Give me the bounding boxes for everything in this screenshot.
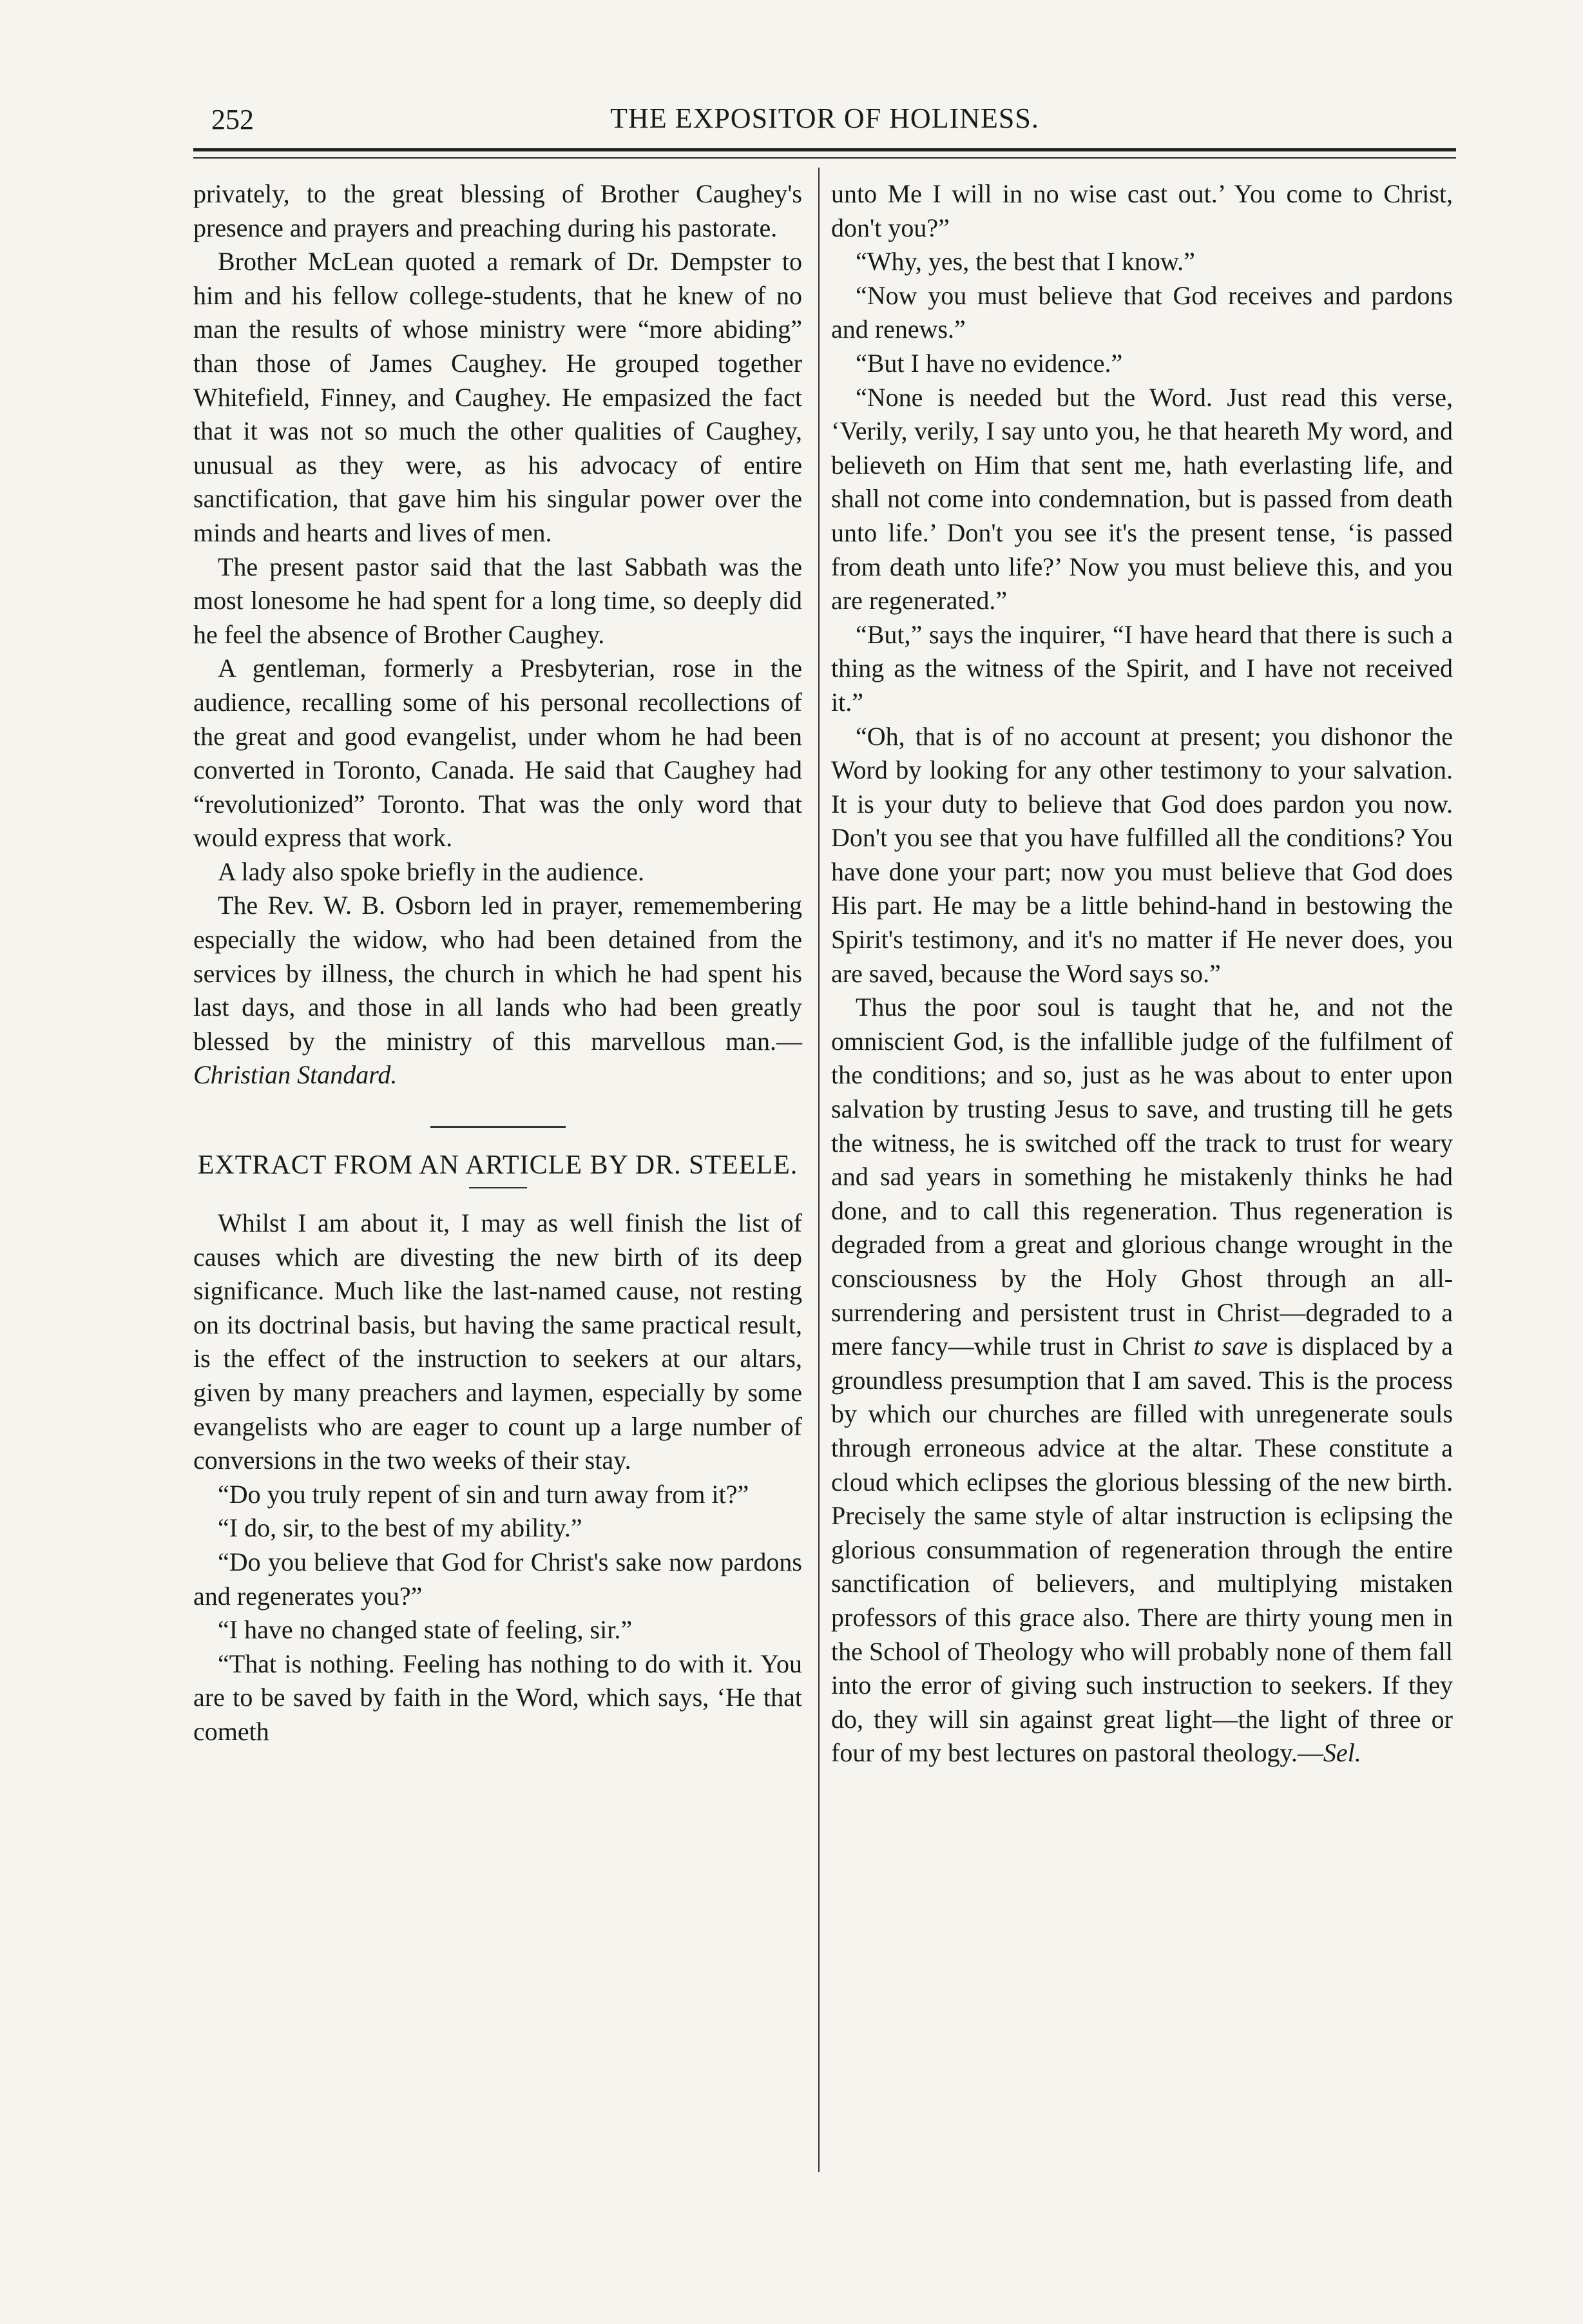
emphasis: to save bbox=[1193, 1331, 1268, 1361]
paragraph-text: The Rev. W. B. Osborn led in prayer, rememembering especially the widow, who had been detained from the services by illness, the church in which he had spent his last days, and those in all lands who had been greatly blessed by the ministry of this marvellous man.— bbox=[193, 891, 802, 1056]
header-rule-thin bbox=[193, 157, 1456, 159]
dialogue-line: “I have no changed state of feeling, sir.” bbox=[218, 1615, 633, 1645]
dialogue-line: “But,” says the inquirer, “I have heard that there is such a thing as the witness of the Spirit, and I have not received it.” bbox=[831, 619, 1453, 717]
column-divider bbox=[818, 168, 820, 2172]
paragraph: The present pastor said that the last Sabbath was the most lonesome he had spent for a long time, so deeply did he feel the absence of Brother Caughey. bbox=[193, 552, 802, 649]
dialogue-line: “Why, yes, the best that I know.” bbox=[856, 247, 1195, 276]
dialogue-line: “I do, sir, to the best of my ability.” bbox=[218, 1513, 582, 1543]
paragraph-text: is displaced by a groundless presumption that I am saved. This is the process by which our churches are filled with unregenerate souls through erroneous advice at the altar. These constitute a cloud which eclipses the glorious blessing of the new birth. Precisely the same style of altar instruction is eclipsing the glorious consummation of regeneration through the entire sanctification of believers, and multiplying mistaken professors of this grace also. There are thirty young men in the School of Theology who will probably none of them fall into the error of giving such instruction to seekers. If they do, they will sin against great light—the light of three or four of my best lectures on pastoral theology.— bbox=[831, 1331, 1453, 1768]
paragraph: A gentleman, formerly a Presbyterian, rose in the audience, recalling some of his personal recollections of the great and good evangelist, under whom he had been converted in Toronto, Canada. He said that Caughey had “revolutionized” Toronto. That was the only word that would express that work. bbox=[193, 654, 802, 853]
paragraph: Brother McLean quoted a remark of Dr. Dempster to him and his fellow college-students, that he knew of no man the results of whose ministry were “more abiding” than those of James Caughey. He grouped together Whitefield, Finney, and Caughey. He empasized the fact that it was not so much the other qualities of Caughey, unusual as they were, as his advocacy of entire sanctification, that gave him his singular power over the minds and hearts and lives of men. bbox=[193, 247, 802, 547]
dialogue-line: “Do you truly repent of sin and turn away from it?” bbox=[218, 1479, 749, 1509]
header-rule-thick bbox=[193, 148, 1456, 151]
source-citation: Christian Standard. bbox=[193, 1060, 398, 1090]
dialogue-line: “That is nothing. Feeling has nothing to do with it. You are to be saved by faith in the Word, which says, ‘He that cometh bbox=[193, 1649, 802, 1746]
section-separator bbox=[430, 1126, 566, 1128]
paragraph: A lady also spoke briefly in the audience. bbox=[218, 857, 645, 886]
dialogue-line: “Oh, that is of no account at present; you dishonor the Word by looking for any other testimony to your salvation. It is your duty to believe that God does pardon you now. Don't you see that you have fulfilled all the conditions? You have done your part; now you must believe that God does His part. He may be a little behind-hand in bestowing the Spirit's testimony, and it's no matter if He never does, you are saved, because the Word says so.” bbox=[831, 721, 1453, 988]
heading-underline bbox=[469, 1187, 527, 1188]
page-header bbox=[193, 97, 1456, 148]
left-column bbox=[193, 177, 802, 1749]
dialogue-line: “Now you must believe that God receives and pardons and renews.” bbox=[831, 280, 1453, 344]
page-number: 252 bbox=[211, 104, 254, 135]
article-heading: EXTRACT FROM AN ARTICLE BY DR. STEELE. bbox=[197, 1150, 798, 1181]
paragraph: privately, to the great blessing of Brother Caughey's presence and prayers and preaching during his pastorate. bbox=[193, 179, 802, 242]
source-citation: Sel. bbox=[1323, 1738, 1361, 1768]
paragraph: Whilst I am about it, I may as well finish the list of causes which are divesting the new birth of its deep significance. Much like the last-named cause, not resting on its doctrinal basis, but having the same practical result, is the effect of the instruction to seekers at our altars, given by many preachers and laymen, especially by some evangelists who are eager to count up a large number of conversions in the two weeks of their stay. bbox=[193, 1208, 802, 1475]
right-column bbox=[831, 177, 1453, 1770]
closing-paragraph bbox=[831, 991, 1453, 1770]
dialogue-line: “Do you believe that God for Christ's sake now pardons and regenerates you?” bbox=[193, 1547, 802, 1611]
dialogue-line: “None is needed but the Word. Just read this verse, ‘Verily, verily, I say unto you, he that heareth My word, and believeth on Him that sent me, hath everlasting life, and shall not come into condemnation, but is passed from death unto life.’ Don't you see it's the present tense, ‘is passed from death unto life?’ Now you must believe this, and you are regenerated.” bbox=[831, 382, 1453, 615]
running-title: THE EXPOSITOR OF HOLINESS. bbox=[610, 102, 1039, 134]
paragraph-with-source bbox=[193, 889, 802, 1092]
dialogue-line: “But I have no evidence.” bbox=[856, 348, 1123, 378]
paragraph-text: Thus the poor soul is taught that he, and not the omniscient God, is the infallible judge of the fulfilment of the conditions; and so, just as he was about to enter upon salvation by trusting Jesus to save, and trusting till he gets the witness, he is switched off the track to trust for weary and sad years in something he mistakenly thinks he had done, and to call this regeneration. Thus regeneration is degraded from a great and glorious change wrought in the consciousness by the Holy Ghost through an all-surrendering and persistent trust in Christ—degraded to a mere fancy—while trust in Christ bbox=[831, 993, 1453, 1361]
dialogue-line: unto Me I will in no wise cast out.’ You come to Christ, don't you?” bbox=[831, 179, 1453, 242]
